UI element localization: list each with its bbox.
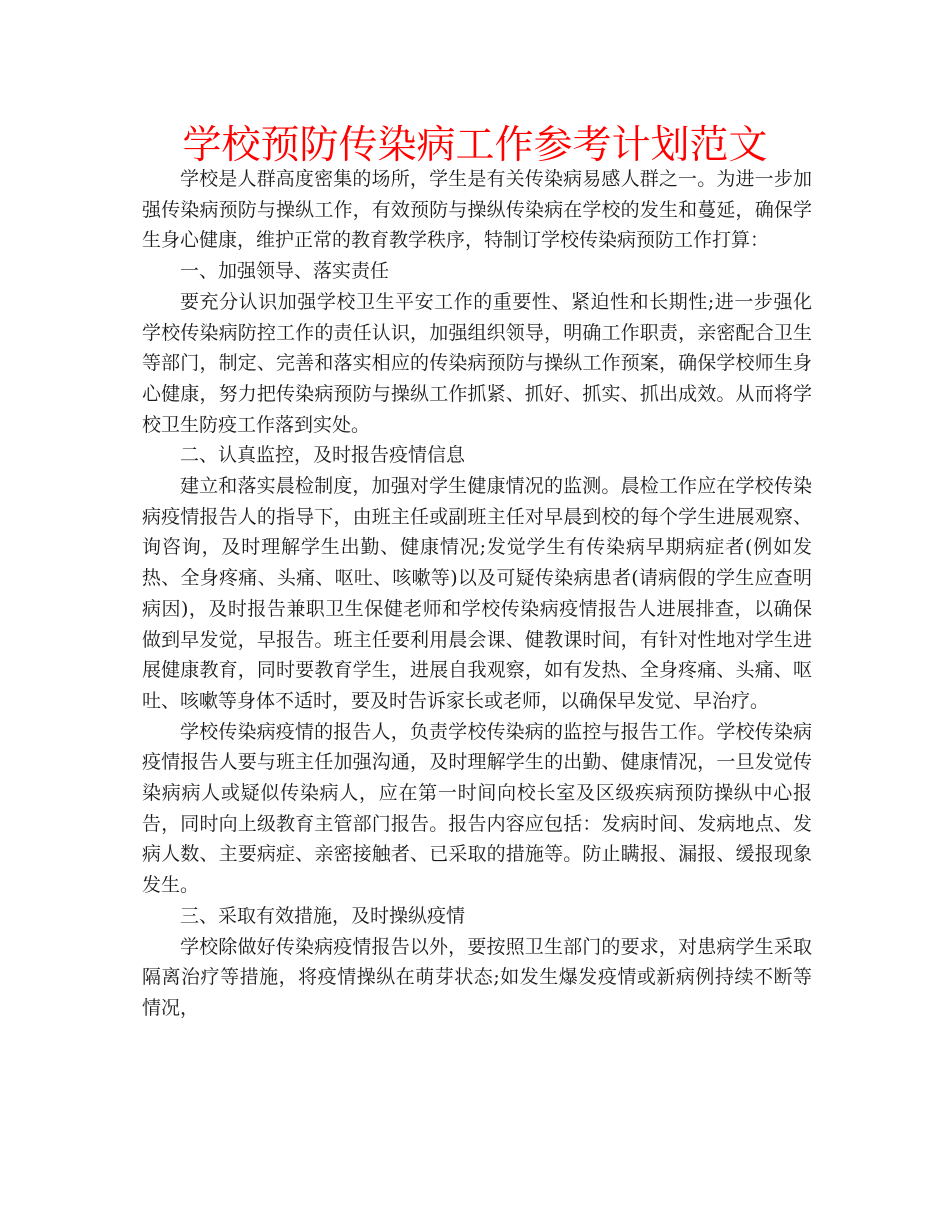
paragraph-section-2b: 学校传染病疫情的报告人，负责学校传染病的监控与报告工作。学校传染病疫情报告人要与班主任加强沟通，及时理解学生的出勤、健康情况，一旦发觉传染病病人或疑似传染病人，应在第一时间向校长室及区级疾病预防操纵中心报告，同时向上级教育主管部门报告。报告内容应包括：发病时间、发病地点、发病人数、主要病症、亲密接触者、已采取的措施等。防止瞒报、漏报、缓报现象发生。 <box>142 720 812 897</box>
section-heading-3: 三、采取有效措施，及时操纵疫情 <box>180 904 466 927</box>
paragraph-intro: 学校是人群高度密集的场所，学生是有关传染病易感人群之一。为进一步加强传染病预防与操纵工作，有效预防与操纵传染病在学校的发生和蔓延，确保学生身心健康，维护正常的教育教学秩序，特制订学校传染病预防工作打算： <box>142 168 812 252</box>
paragraph-section-3: 学校除做好传染病疫情报告以外，要按照卫生部门的要求，对患病学生采取隔离治疗等措施，将疫情操纵在萌芽状态;如发生爆发疫情或新病例持续不断等情况， <box>142 935 812 1019</box>
document-body <box>142 164 812 1024</box>
paragraph-section-2a: 建立和落实晨检制度，加强对学生健康情况的监测。晨检工作应在学校传染病疫情报告人的指导下，由班主任或副班主任对早晨到校的每个学生进展观察、询咨询，及时理解学生出勤、健康情况;发觉学生有传染病早期病症者(例如发热、全身疼痛、头痛、呕吐、咳嗽等)以及可疑传染病患者(请病假的学生应查明病因)，及时报告兼职卫生保健老师和学校传染病疫情报告人进展排查，以确保做到早发觉，早报告。班主任要利用晨会课、健教课时间，有针对性地对学生进展健康教育，同时要教育学生，进展自我观察，如有发热、全身疼痛、头痛、呕吐、咳嗽等身体不适时，要及时告诉家长或老师，以确保早发觉、早治疗。 <box>142 475 812 712</box>
paragraph-section-1: 要充分认识加强学校卫生平安工作的重要性、紧迫性和长期性;进一步强化学校传染病防控工作的责任认识，加强组织领导，明确工作职责，亲密配合卫生等部门，制定、完善和落实相应的传染病预防与操纵工作预案，确保学校师生身心健康，努力把传染病预防与操纵工作抓紧、抓好、抓实、抓出成效。从而将学校卫生防疫工作落到实处。 <box>142 290 812 436</box>
section-heading-1: 一、加强领导、落实责任 <box>180 260 390 283</box>
section-heading-2: 二、认真监控，及时报告疫情信息 <box>180 444 466 467</box>
document-title: 学校预防传染病工作参考计划范文 <box>182 123 768 168</box>
